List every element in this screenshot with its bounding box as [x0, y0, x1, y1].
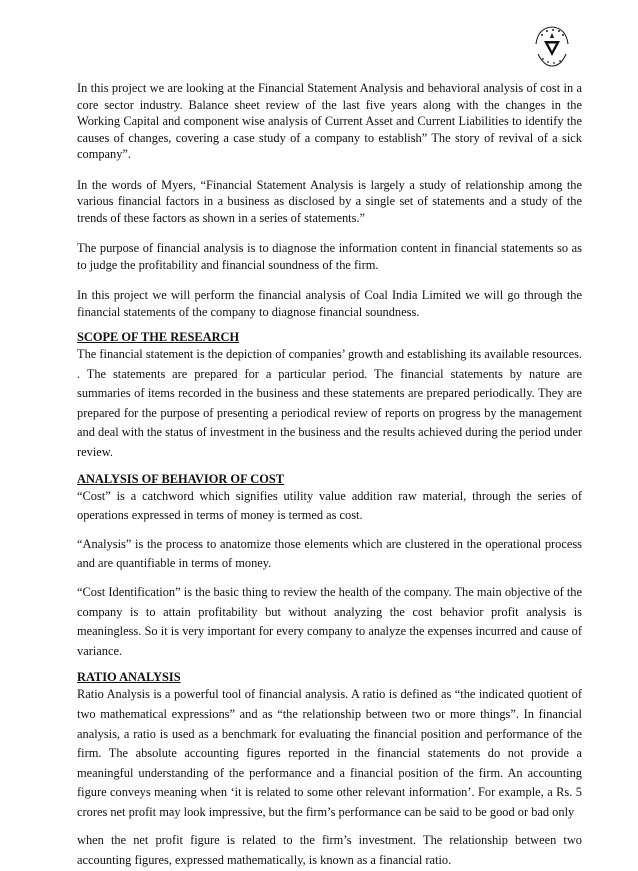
financial-ratio-paragraph: when the net profit figure is related to the firm’s investment. The relationship between two accounting figures, expressed mathematically, is known as a financial ratio. — [77, 833, 582, 868]
intro-paragraph: In this project we are looking at the Financial Statement Analysis and behavioral analysis of cost in a core sector industry. Balance sheet review of the last five years along with the changes in the Working Capital and component wise analysis of Current Asset and Current Liabilities to identify the causes of changes, covering a case study of a company to establish” The story of revival of a sick company”. — [77, 81, 582, 161]
project-scope-paragraph: In this project we will perform the financial analysis of Coal India Limited we will go through the financial statements of the company to diagnose financial soundness. — [77, 288, 582, 319]
cost-identification-paragraph: “Cost Identification” is the basic thing to review the health of the company. The main objective of the company is to attain profitability but without analyzing the cost behavior profit analysis is meaningless. So it is very important for every company to analyze the expenses incurred and cause of variance. — [77, 584, 582, 658]
cost-analysis-heading: ANALYSIS OF BEHAVIOR OF COST — [77, 471, 285, 486]
myers-quote-paragraph: In the words of Myers, “Financial Statement Analysis is largely a study of relationship among the various financial factors in a business as disclosed by a single set of statements and a study of the trends of these factors as shown in a series of statements.” — [77, 177, 582, 225]
cost-definition-paragraph: “Cost” is a catchword which signifies utility value addition raw material, through the series of operations expressed in terms of money is termed as cost. — [77, 488, 582, 523]
analysis-definition-paragraph: “Analysis” is the process to anatomize those elements which are clustered in the operational process and are quantifiable in terms of money. — [77, 536, 582, 571]
scope-paragraph: The financial statement is the depiction of companies’ growth and establishing its available resources. . The statements are prepared for a particular period. The financial statements by nature are summaries of items recorded in the business and these statements are prepared periodically. They are prepared for the purpose of presenting a periodical review of reports on progress by the management and deal with the status of investment in the business and the results achieved during the period under review. — [77, 347, 582, 459]
purpose-paragraph: The purpose of financial analysis is to diagnose the information content in financial statements so as to judge the profitability and financial soundness of the firm. — [77, 241, 582, 272]
ratio-definition-paragraph: Ratio Analysis is a powerful tool of financial analysis. A ratio is defined as “the indicated quotient of two mathematical expressions” and as “the relationship between two or more things”. In financial analysis, a ratio is used as a benchmark for evaluating the financial position and performance of the firm. The absolute accounting figures reported in the financial statements do not provide a meaningful understanding of the performance and a financial position of the firm. An accounting figure conveys meaning when ‘it is related to some other relevant information’. For example, a Rs. 5 crores net profit may look impressive, but the firm’s performance can be said to be good or bad only — [77, 687, 582, 819]
scope-heading: SCOPE OF THE RESEARCH — [77, 330, 240, 344]
document-body — [77, 80, 582, 871]
coal-india-logo — [524, 18, 580, 74]
ratio-analysis-heading: RATIO ANALYSIS — [77, 670, 181, 685]
